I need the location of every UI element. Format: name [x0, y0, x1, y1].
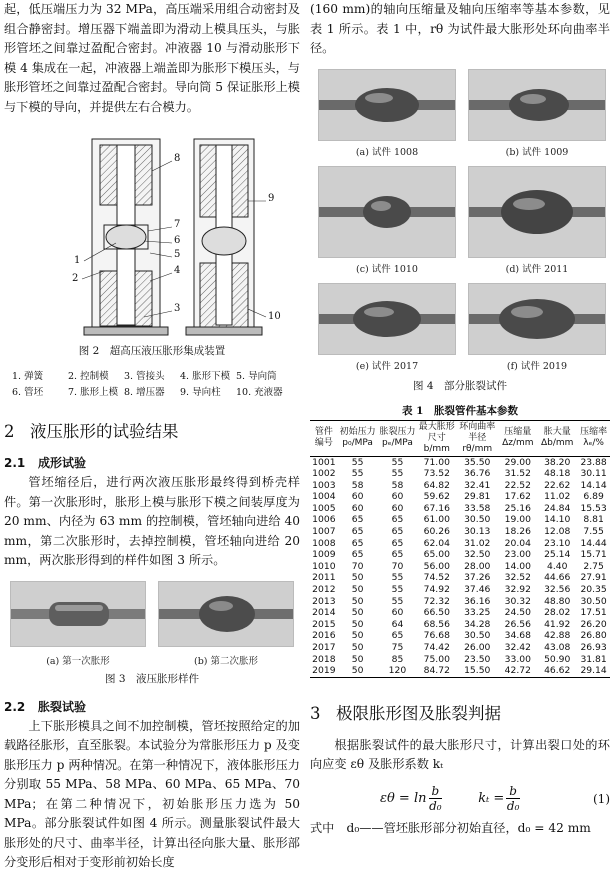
- table-cell: 36.16: [464, 595, 491, 607]
- table-cell: 55: [351, 456, 364, 468]
- table-cell: 32.92: [504, 584, 531, 596]
- table-cell: 30.11: [580, 468, 607, 480]
- table-cell: 24.50: [504, 607, 531, 619]
- table-cell: 33.58: [464, 502, 491, 514]
- figure-4f: [468, 283, 606, 376]
- table-cell: 17.62: [504, 491, 531, 503]
- paragraph-burst-test: 上下胀形模具之间不加控制模，管坯按照给定的加载路径胀形，直至胀裂。本试验分为常胀形压力 p 及变胀形压力 p 两种情况。在第一种情况下，液体胀形压力分别取 55 MPa、58 MPa、60 MPa、65 MPa、70 MPa；在第二种情况下，初始胀形压力选为 50 MPa。部分胀裂试件如图 4 所示。测量胀裂试件最大胀形处的尺寸、曲率半径，计算出径向胀大量、胀形部分变形后相对于变形前初始长度: [4, 718, 300, 869]
- table-cell: 23.50: [464, 653, 491, 665]
- table-cell: 55: [391, 456, 404, 468]
- equation-coefficient-fraction: [506, 784, 520, 813]
- figure-4-caption: 图 4 部分胀裂试件: [412, 379, 508, 392]
- fraction-denominator: d₀: [506, 799, 520, 814]
- fraction-denominator: d₀: [429, 799, 442, 814]
- table-cell: 64.82: [423, 479, 450, 491]
- table-cell: 2016: [312, 630, 336, 642]
- legend-item: 9. 导向柱: [180, 387, 221, 398]
- table-row: [310, 596, 610, 608]
- table-cell: 33.00: [504, 653, 531, 665]
- figure-3-caption: 图 3 液压胀形样件: [104, 672, 200, 685]
- table-cell: 60: [391, 502, 404, 514]
- section-title: 液压胀形的试验结果: [30, 422, 179, 441]
- table-row: [310, 480, 610, 492]
- table-cell: 62.04: [423, 537, 450, 549]
- paragraph-intro: 起，低压端压力为 32 MPa，高压端采用组合动密封及组合静密封。增压器下端盖即为滑动上模具压头，与胀形管坯之间靠过盈配合密封。冲液器 10 与滑动胀形下模 4 集成在一起，冲液器上端盖即为胀形下模压头，与胀形管坯之间靠过盈配合密封。导向筒 5 保证胀形上模与下模的导向，并提供左右合模力。: [4, 2, 300, 114]
- table-cell: 42.88: [544, 630, 571, 642]
- equation-strain-lhs: εθ = ln: [380, 791, 427, 807]
- table-cell: 1007: [312, 526, 336, 538]
- figure-4b-caption: (b) 试件 1009: [505, 146, 569, 158]
- table-cell: 70: [391, 560, 404, 572]
- subsection-number: 2.1: [4, 456, 26, 470]
- table-cell: 50: [351, 572, 364, 584]
- table-cell: 48.18: [544, 468, 571, 480]
- figure-3b: [158, 581, 294, 667]
- callout-7: 7: [174, 219, 181, 230]
- table-cell: 50.90: [544, 653, 571, 665]
- table-cell: 58: [391, 479, 404, 491]
- figure-3b-caption: (b) 第二次胀形: [193, 655, 258, 667]
- table-row: [310, 607, 610, 619]
- figure-4c-caption: (c) 试件 1010: [356, 263, 418, 275]
- table-cell: 50: [351, 653, 364, 665]
- figure-4e: [318, 283, 456, 376]
- table-cell: 25.14: [544, 549, 571, 561]
- table-cell: 28.02: [544, 607, 571, 619]
- table-cell: 68.56: [423, 618, 450, 630]
- table-cell: 33.25: [464, 607, 491, 619]
- table-cell: 1004: [312, 491, 336, 503]
- table-cell: 23.88: [580, 456, 607, 468]
- table-cell: 2015: [312, 618, 336, 630]
- equation-coefficient-lhs: kₜ =: [478, 791, 505, 807]
- equation-1: [310, 781, 610, 817]
- table-cell: 48.80: [544, 595, 571, 607]
- table-cell: 15.50: [456, 665, 498, 677]
- table-cell: 32.52: [504, 572, 531, 584]
- table-cell: 50: [338, 665, 378, 677]
- table-row: [310, 549, 610, 561]
- figure-2-legend: [12, 368, 292, 398]
- figure-4e-caption: (e) 试件 2017: [355, 360, 419, 372]
- table-cell: 15.53: [580, 502, 607, 514]
- table-cell: 23.00: [504, 549, 531, 561]
- table-cell: 55: [391, 595, 404, 607]
- table-row: [310, 514, 610, 526]
- table-row: [310, 642, 610, 654]
- table-cell: 58: [351, 479, 364, 491]
- table-cell: 15.71: [580, 549, 607, 561]
- paragraph-continued: (160 mm)的轴向压缩量及轴向压缩率等基本参数，见表 1 所示。表 1 中，rθ 为试件最大胀形处环向曲率半径。: [310, 2, 610, 55]
- table-cell: 50: [351, 642, 364, 653]
- table-row: [310, 584, 610, 596]
- callout-8: 8: [174, 153, 181, 164]
- table-cell: 55: [391, 572, 404, 584]
- section-number: 3: [310, 703, 321, 723]
- table-cell: 31.02: [464, 537, 491, 549]
- figure-4f-caption: (f) 试件 2019: [506, 360, 568, 372]
- subsection-2-2-heading: [4, 698, 300, 715]
- figure-2: [4, 131, 300, 341]
- table-cell: 65: [391, 526, 404, 538]
- column-header: 胀裂压力 pₑ/MPa: [377, 420, 417, 456]
- table-cell: 60: [351, 491, 364, 503]
- table-cell: 32.50: [464, 549, 491, 561]
- figure-2-caption: 图 2 超高压液压胀形集成装置: [78, 345, 226, 357]
- table-cell: 1006: [312, 514, 336, 526]
- table-cell: 74.42: [423, 642, 450, 653]
- table-cell: 8.81: [583, 514, 604, 526]
- table-cell: 29.14: [577, 665, 610, 677]
- table-cell: 75: [391, 642, 404, 653]
- column-header: 胀大量 Δb/mm: [537, 420, 577, 456]
- section-2-heading: [4, 418, 300, 442]
- equation-strain-fraction: [429, 784, 443, 813]
- table-row: [310, 561, 610, 573]
- table-cell: 29.00: [504, 456, 531, 468]
- callout-2: 2: [72, 273, 79, 284]
- table-cell: 14.00: [504, 560, 531, 572]
- table-row: [310, 630, 610, 642]
- table-cell: 30.50: [464, 630, 491, 642]
- table-cell: 26.93: [580, 642, 607, 653]
- figure-2-drawing: [4, 131, 300, 341]
- table-cell: 7.55: [583, 526, 604, 538]
- table-cell: 2012: [312, 584, 336, 596]
- table-cell: 17.51: [580, 607, 607, 619]
- table-cell: 74.92: [423, 584, 450, 596]
- table-cell: 26.00: [464, 642, 491, 653]
- table-cell: 65: [351, 526, 364, 538]
- table-cell: 12.08: [544, 526, 571, 538]
- table-cell: 41.92: [544, 618, 571, 630]
- table-cell: 14.10: [544, 514, 571, 526]
- legend-item: 6. 管坯: [12, 387, 44, 398]
- table-cell: 37.46: [464, 584, 491, 596]
- table-cell: 27.91: [580, 572, 607, 584]
- table-cell: 30.50: [580, 595, 607, 607]
- legend-item: 3. 管接头: [124, 371, 165, 382]
- table-cell: 2019: [310, 665, 338, 677]
- table-cell: 24.84: [544, 502, 571, 514]
- table-cell: 65: [351, 514, 364, 526]
- left-column: [4, 0, 300, 873]
- table-cell: 36.76: [464, 468, 491, 480]
- table-cell: 30.32: [504, 595, 531, 607]
- table-cell: 20.35: [580, 584, 607, 596]
- section-title: 极限胀形图及胀裂判据: [336, 703, 501, 723]
- table-row: [310, 456, 610, 468]
- table-burst-parameters: [310, 420, 610, 678]
- table-cell: 65.00: [423, 549, 450, 561]
- table-cell: 44.66: [544, 572, 571, 584]
- table-cell: 1003: [312, 479, 336, 491]
- photo-specimen-2017: [318, 283, 456, 355]
- table-cell: 65: [351, 537, 364, 549]
- fraction-numerator: b: [506, 784, 520, 799]
- table-cell: 31.52: [504, 468, 531, 480]
- table-cell: 59.62: [423, 491, 450, 503]
- table-cell: 30.13: [464, 526, 491, 538]
- table-cell: 2018: [312, 653, 336, 665]
- figure-4c: [318, 166, 456, 283]
- figure-4d-caption: (d) 试件 2011: [505, 263, 569, 275]
- figure-4: [318, 69, 602, 393]
- table-cell: 76.68: [423, 630, 450, 642]
- table-cell: 19.00: [504, 514, 531, 526]
- photo-second-bulge: [158, 581, 294, 647]
- photo-specimen-1010: [318, 166, 456, 258]
- table-cell: 67.16: [423, 502, 450, 514]
- table-cell: 71.00: [423, 456, 450, 468]
- table-cell: 1005: [312, 502, 336, 514]
- table-cell: 2013: [312, 595, 336, 607]
- table-row: [310, 468, 610, 480]
- table-cell: 35.50: [464, 456, 491, 468]
- table-cell: 70: [351, 560, 364, 572]
- legend-item: 7. 胀形上模: [68, 387, 119, 398]
- photo-specimen-2019: [468, 283, 606, 355]
- subsection-2-1-heading: [4, 454, 300, 471]
- callout-9: 9: [268, 193, 275, 204]
- table-cell: 56.00: [423, 560, 450, 572]
- table-cell: 23.10: [544, 537, 571, 549]
- table-cell: 1002: [312, 468, 336, 480]
- table-cell: 2.75: [583, 560, 604, 572]
- legend-item: 1. 弹簧: [12, 371, 44, 382]
- table-row: [310, 619, 610, 631]
- paragraph-forming-test: 管坯缩径后，进行两次液压胀形最终得到桥壳样件。第一次胀形时，胀形上模与胀形下模之间装厚度为 20 mm、内径为 63 mm 的控制模，管坯轴向进给 40 mm，第二次胀形时，去掉控制模，管坯轴向进给 20 mm，两次胀形得到的样件如图 3 所示。: [4, 475, 300, 567]
- figure-3a-caption: (a) 第一次胀形: [46, 655, 110, 667]
- figure-4a: [318, 69, 456, 166]
- section-3-heading: [310, 700, 610, 724]
- table-cell: 26.56: [504, 618, 531, 630]
- table-cell: 14.14: [580, 479, 607, 491]
- fraction-numerator: b: [429, 784, 443, 799]
- photo-first-bulge: [10, 581, 146, 647]
- subsection-title: 胀裂试验: [38, 699, 87, 714]
- subsection-number: 2.2: [4, 699, 26, 714]
- paragraph-where: 式中 d₀——管坯胀形部分初始直径，d₀ = 42 mm: [310, 820, 591, 835]
- table-cell: 43.08: [544, 642, 571, 653]
- table-cell: 65: [391, 537, 404, 549]
- table-cell: 18.26: [504, 526, 531, 538]
- table-cell: 20.04: [504, 537, 531, 549]
- legend-item: 8. 增压器: [124, 387, 165, 398]
- callout-3: 3: [174, 303, 181, 314]
- table-cell: 60: [391, 491, 404, 503]
- table-row: [310, 538, 610, 550]
- figure-4d: [468, 166, 606, 283]
- table-cell: 32.56: [544, 584, 571, 596]
- table-row: [310, 665, 610, 677]
- table-cell: 22.52: [504, 479, 531, 491]
- table-cell: 4.40: [546, 560, 568, 572]
- table-cell: 65: [391, 549, 404, 561]
- figure-4a-caption: (a) 试件 1008: [355, 146, 419, 158]
- table-cell: 61.00: [423, 514, 450, 526]
- table-row: [310, 654, 610, 666]
- table-cell: 50: [351, 584, 364, 596]
- table-cell: 14.44: [580, 537, 607, 549]
- photo-specimen-1009: [468, 69, 606, 141]
- table-cell: 60: [351, 502, 364, 514]
- table-row: [310, 572, 610, 584]
- figure-3: [10, 581, 294, 667]
- table-cell: 60.26: [423, 526, 450, 538]
- table-row: [310, 503, 610, 515]
- table-row: [310, 526, 610, 538]
- table-cell: 6.89: [583, 491, 604, 503]
- table-cell: 34.28: [464, 618, 491, 630]
- table-cell: 72.32: [423, 595, 450, 607]
- table-header-row: [310, 420, 610, 456]
- table-cell: 42.72: [498, 665, 537, 677]
- table-cell: 31.81: [580, 653, 607, 665]
- table-cell: 46.62: [537, 665, 577, 677]
- table-cell: 60: [391, 607, 404, 619]
- table-cell: 65: [391, 514, 404, 526]
- table-cell: 74.52: [423, 572, 450, 584]
- table-body: [310, 456, 610, 677]
- callout-5: 5: [174, 249, 181, 260]
- table-cell: 22.62: [544, 479, 571, 491]
- table-cell: 30.50: [464, 514, 491, 526]
- table-cell: 50: [351, 630, 364, 642]
- figure-4-grid: [318, 69, 602, 376]
- table-cell: 2011: [312, 572, 336, 584]
- legend-item: 2. 控制模: [68, 371, 109, 382]
- table-cell: 1008: [312, 537, 336, 549]
- legend-item: 5. 导向筒: [236, 371, 277, 382]
- right-column: [310, 0, 610, 838]
- table-cell: 55: [391, 584, 404, 596]
- column-header: 环向曲率半径 rθ/mm: [456, 420, 498, 456]
- table-cell: 2017: [312, 642, 336, 653]
- photo-specimen-1008: [318, 69, 456, 141]
- table-row: [310, 491, 610, 503]
- table-cell: 1009: [312, 549, 336, 561]
- column-header: 最大胀形尺寸 b/mm: [417, 420, 456, 456]
- table-cell: 1001: [312, 456, 336, 468]
- column-header: 初始压力 p₀/MPa: [338, 420, 378, 456]
- table-cell: 32.41: [464, 479, 491, 491]
- callout-1: 1: [74, 255, 81, 266]
- table-cell: 37.26: [464, 572, 491, 584]
- table-cell: 1010: [312, 560, 336, 572]
- subsection-title: 成形试验: [38, 456, 87, 470]
- table-cell: 75.00: [423, 653, 450, 665]
- table-cell: 50: [351, 618, 364, 630]
- table-cell: 120: [377, 665, 417, 677]
- callout-6: 6: [174, 235, 181, 246]
- table-cell: 25.16: [504, 502, 531, 514]
- equation-number: (1): [593, 791, 610, 806]
- column-header: 压缩率 λₑ/%: [577, 420, 610, 456]
- callout-4: 4: [174, 265, 181, 276]
- table-1-caption: 表 1 胀裂管件基本参数: [402, 404, 518, 417]
- table-cell: 38.20: [544, 456, 571, 468]
- table-cell: 26.20: [580, 618, 607, 630]
- legend-item: 10. 充液器: [236, 387, 283, 398]
- table-cell: 28.00: [464, 560, 491, 572]
- table-cell: 55: [391, 468, 404, 480]
- table-cell: 11.02: [544, 491, 571, 503]
- table-cell: 64: [391, 618, 404, 630]
- photo-specimen-2011: [468, 166, 606, 258]
- table-cell: 65: [391, 630, 404, 642]
- figure-3a: [10, 581, 146, 667]
- table-cell: 32.42: [504, 642, 531, 653]
- table-cell: 85: [391, 653, 404, 665]
- column-header: 管件编号: [310, 420, 338, 456]
- table-cell: 29.81: [464, 491, 491, 503]
- table-cell: 2014: [312, 607, 336, 619]
- callout-10: 10: [268, 311, 281, 322]
- table-cell: 65: [351, 549, 364, 561]
- table-cell: 55: [351, 468, 364, 480]
- table-cell: 84.72: [417, 665, 456, 677]
- table-cell: 66.50: [423, 607, 450, 619]
- table-cell: 26.80: [580, 630, 607, 642]
- table-cell: 50: [351, 607, 364, 619]
- figure-4b: [468, 69, 606, 166]
- column-header: 压缩量 Δz/mm: [498, 420, 537, 456]
- section-number: 2: [4, 422, 15, 441]
- paragraph-section-3: 根据胀裂试件的最大胀形尺寸，计算出裂口处的环向应变 εθ 及胀形系数 kₜ: [310, 737, 610, 772]
- table-cell: 34.68: [504, 630, 531, 642]
- table-cell: 50: [351, 595, 364, 607]
- table-cell: 73.52: [423, 468, 450, 480]
- legend-item: 4. 胀形下模: [180, 371, 231, 382]
